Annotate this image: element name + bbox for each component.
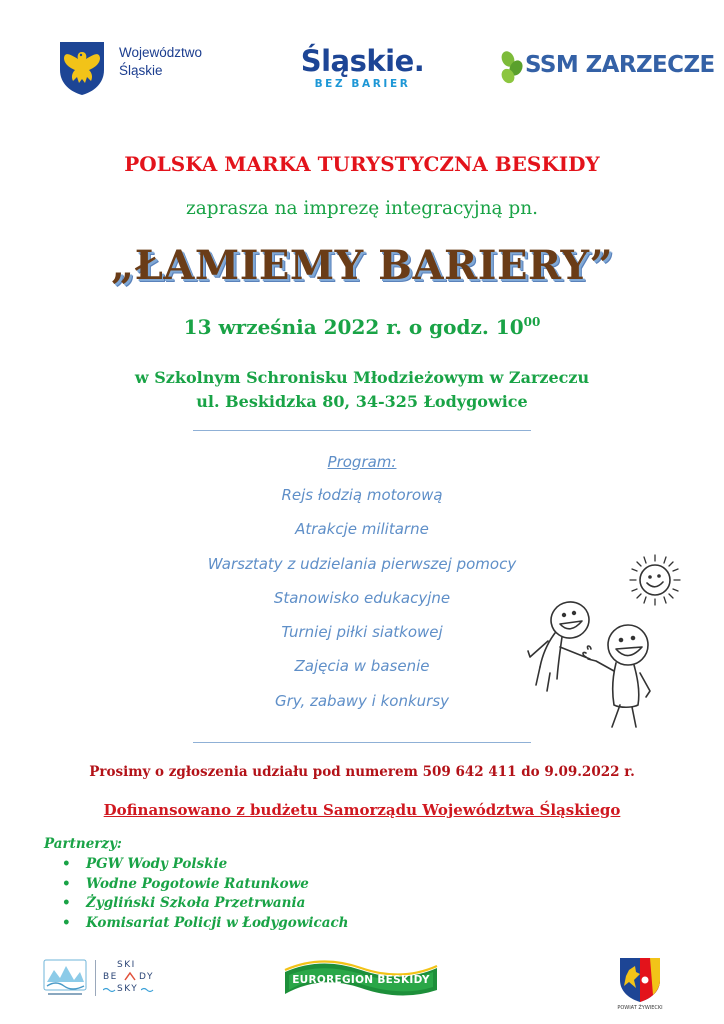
organizer-heading: POLSKA MARKA TURYSTYCZNA BESKIDY [124, 152, 600, 176]
bullet-icon: • [62, 875, 71, 892]
ssm-zarzecze-logo-text: SSM ZARZECZE [525, 52, 715, 78]
program-heading: Program: [327, 453, 397, 471]
funding-notice: Dofinansowano z budżetu Samorządu Województwa Śląskiego [103, 801, 621, 819]
invitation-line: zaprasza na imprezę integracyjną pn. [185, 198, 539, 219]
program-item: Gry, zabawy i konkursy [274, 692, 450, 710]
polska-marka-turystyczna-logo-icon [42, 958, 88, 1000]
program-item: Atrakcje militarne [295, 520, 429, 538]
divider-top [193, 430, 531, 431]
euroregion-text: EUROREGION BESKIDY [292, 974, 430, 986]
powiat-zywiecki-logo [612, 956, 668, 1014]
program-item: Zajęcia w basenie [294, 657, 430, 675]
be-text: BE [103, 972, 118, 982]
event-date [0, 315, 724, 339]
list-item: • Komisariat Policji w Łodygowicach [62, 914, 349, 934]
list-item: • Żygliński Szkoła Przetrwania [62, 894, 349, 914]
ski-beskidy-logo [95, 960, 161, 996]
logo-divider [95, 960, 96, 996]
sun-icon [630, 555, 680, 605]
wojewodztwo-line-1: Województwo [119, 45, 203, 60]
logo-ssm-zarzecze [499, 50, 715, 90]
bez-barier-logo-text: BEZ BARIER [314, 78, 411, 90]
eagle-crest-icon [57, 40, 107, 96]
program-item: Warsztaty z udzielania pierwszej pomocy [207, 555, 517, 573]
divider-bottom [193, 742, 531, 743]
list-item: • Wodne Pogotowie Ratunkowe [62, 875, 349, 895]
wave-icon [103, 987, 116, 993]
wojewodztwo-line-2: Śląskie [119, 63, 163, 78]
mountain-icon [124, 971, 136, 981]
logo-wojewodztwo-slaskie [57, 40, 227, 98]
powiat-text: POWIAT ŻYWIECKI [617, 1005, 663, 1011]
program-item: Rejs łodzią motorową [281, 486, 443, 504]
ski-text: SKI [117, 960, 136, 970]
venue-line-1: w Szkolnym Schronisku Młodzieżowym w Zarzeczu [134, 368, 590, 387]
stick-figures-sun-illustration [500, 545, 695, 730]
euroregion-beskidy-logo [281, 954, 441, 1004]
stick-figure-left [528, 599, 592, 691]
bullet-icon: • [62, 895, 71, 911]
sky-text: SKY [117, 984, 139, 994]
logo-slaskie-bez-barier [290, 44, 435, 100]
slaskie-logo-text: Śląskie. [300, 44, 425, 78]
bullet-icon: • [62, 856, 71, 872]
list-item: • PGW Wody Polskie [62, 855, 349, 875]
stick-figure-right [583, 625, 650, 727]
event-date-text: 13 września 2022 r. o godz. 10 [183, 315, 524, 339]
partners-heading: Partnerzy: [44, 836, 122, 852]
leaf-icon [499, 50, 525, 84]
wave-icon [141, 987, 154, 993]
event-title: „ŁAMIEMY BARIERY” [110, 242, 614, 289]
registration-notice: Prosimy o zgłoszenia udziału pod numerem 509 642 411 do 9.09.2022 r. [89, 764, 635, 780]
program-item: Stanowisko edukacyjne [273, 589, 451, 607]
partners-list [62, 855, 349, 933]
event-time-minutes: 00 [523, 315, 541, 329]
venue-line-2: ul. Beskidzka 80, 34-325 Łodygowice [196, 392, 528, 411]
bullet-icon: • [62, 914, 71, 931]
powiat-crest-icon [612, 956, 668, 1004]
program-item: Turniej piłki siatkowej [281, 623, 443, 641]
dy-text: DY [139, 972, 154, 982]
